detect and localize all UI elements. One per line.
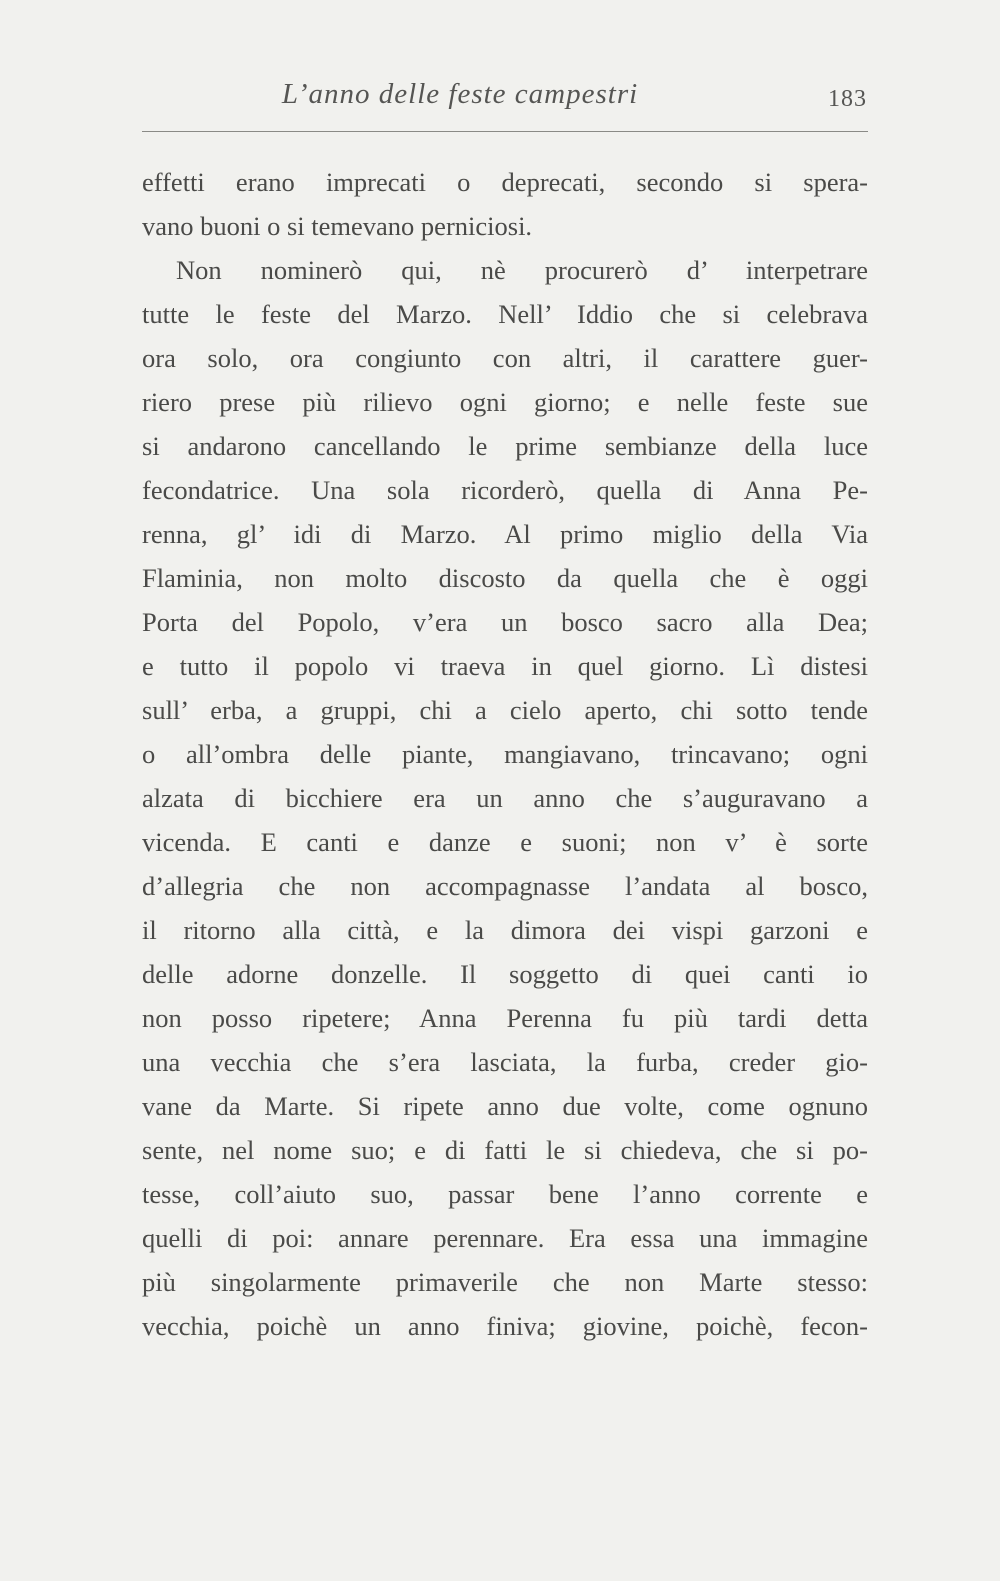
- running-head: [140, 76, 867, 116]
- text-line: vane da Marte. Si ripete anno due volte, come ognuno: [142, 1091, 868, 1121]
- text-line: sente, nel nome suo; e di fatti le si chiedeva, che si po-: [142, 1135, 868, 1165]
- text-line: Porta del Popolo, v’era un bosco sacro alla Dea;: [142, 607, 868, 637]
- text-line: delle adorne donzelle. Il soggetto di quei canti io: [142, 959, 868, 989]
- text-line: riero prese più rilievo ogni giorno; e nelle feste sue: [142, 387, 868, 417]
- page-number: 183: [828, 86, 867, 112]
- text-line: tesse, coll’aiuto suo, passar bene l’anno corrente e: [142, 1179, 868, 1209]
- text-line: più singolarmente primaverile che non Marte stesso:: [142, 1267, 868, 1297]
- text-line: alzata di bicchiere era un anno che s’auguravano a: [142, 783, 868, 813]
- text-line: vecchia, poichè un anno finiva; giovine, poichè, fecon-: [142, 1311, 868, 1341]
- running-title: L’anno delle feste campestri: [281, 78, 639, 110]
- header-rule: [142, 131, 868, 132]
- text-line: o all’ombra delle piante, mangiavano, trincavano; ogni: [142, 739, 868, 769]
- text-line: vano buoni o si temevano perniciosi.: [142, 211, 533, 241]
- text-line: Non nominerò qui, nè procurerò d’ interpetrare: [176, 255, 868, 285]
- body-text: [142, 160, 868, 1348]
- text-line: ora solo, ora congiunto con altri, il carattere guer-: [142, 343, 868, 373]
- text-line: effetti erano imprecati o deprecati, secondo si spera-: [142, 167, 868, 197]
- text-line: sull’ erba, a gruppi, chi a cielo aperto, chi sotto tende: [142, 695, 868, 725]
- text-line: il ritorno alla città, e la dimora dei vispi garzoni e: [142, 915, 868, 945]
- text-line: si andarono cancellando le prime sembianze della luce: [142, 431, 868, 461]
- text-line: d’allegria che non accompagnasse l’andata al bosco,: [142, 871, 868, 901]
- text-line: Flaminia, non molto discosto da quella che è oggi: [142, 563, 868, 593]
- text-line: e tutto il popolo vi traeva in quel giorno. Lì distesi: [142, 651, 868, 681]
- text-line: fecondatrice. Una sola ricorderò, quella di Anna Pe-: [142, 475, 868, 505]
- text-line: quelli di poi: annare perennare. Era essa una immagine: [142, 1223, 868, 1253]
- text-line: tutte le feste del Marzo. Nell’ Iddio che si celebrava: [142, 299, 868, 329]
- text-line: una vecchia che s’era lasciata, la furba, creder gio-: [142, 1047, 868, 1077]
- text-line: non posso ripetere; Anna Perenna fu più tardi detta: [142, 1003, 868, 1033]
- text-line: renna, gl’ idi di Marzo. Al primo miglio della Via: [142, 519, 868, 549]
- text-line: vicenda. E canti e danze e suoni; non v’ è sorte: [142, 827, 868, 857]
